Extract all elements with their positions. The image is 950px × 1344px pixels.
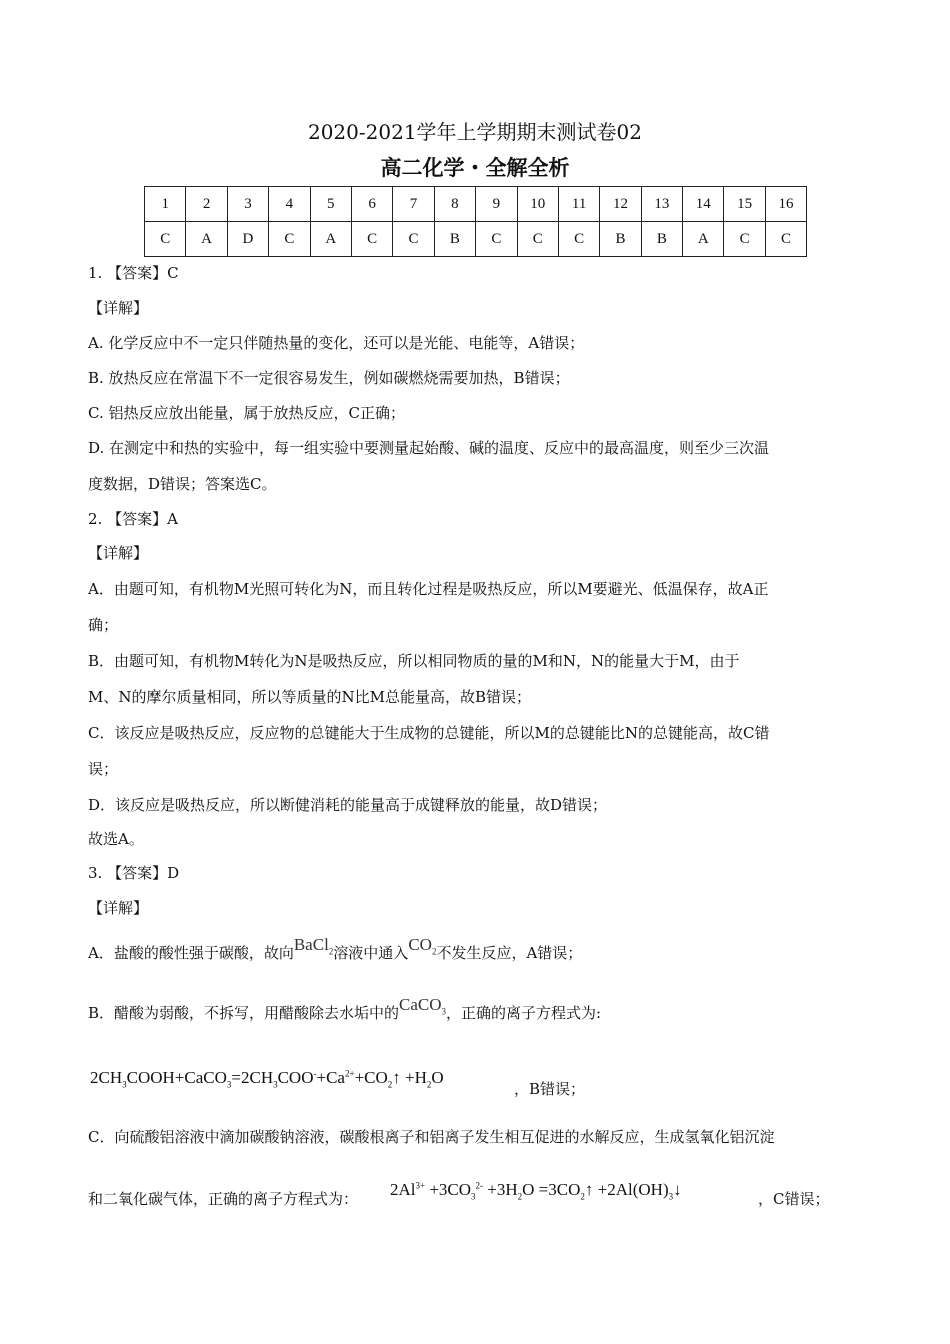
q1-option-c: C. 铝热反应放出能量，属于放热反应，C正确； [88,404,405,422]
q3-option-b [88,995,602,1028]
q3-detail-heading: 【详解】 [88,899,149,917]
q2-option-d: D．该反应是吸热反应，所以断健消耗的能量高于成键释放的能量，故D错误； [88,796,608,814]
table-cell: C [269,222,310,257]
q2-option-b-line2: M、N的摩尔质量相同，所以等质量的N比M总能量高，故B错误； [88,688,531,706]
q2-option-b-line1: B．由题可知，有机物M转化为N是吸热反应，所以相同物质的量的M和N，N的能量大于M，由于 [88,652,740,670]
table-cell: C [765,222,806,257]
table-cell: A [310,222,351,257]
q1-detail-heading: 【详解】 [88,299,149,317]
table-cell: 15 [724,187,765,222]
q2-conclusion: 故选A。 [88,830,144,848]
table-cell: 14 [683,187,724,222]
q2-option-a-line1: A．由题可知，有机物M光照可转化为N，而且转化过程是吸热反应，所以M要避光、低温保存，故A正 [88,580,769,598]
q3-option-c-text-end: ，C错误； [758,1190,830,1208]
table-cell: 6 [351,187,392,222]
table-cell: 4 [269,187,310,222]
table-cell: B [641,222,682,257]
caco3-formula: CaCO$_3$ [399,995,447,1017]
table-cell: 12 [600,187,641,222]
table-cell: 7 [393,187,434,222]
table-cell: 5 [310,187,351,222]
q1-option-a: A. 化学反应中不一定只伴随热量的变化，还可以是光能、电能等，A错误； [88,334,585,352]
document-subtitle: 高二化学・全解全析 [380,156,570,180]
q1-option-b: B. 放热反应在常温下不一定很容易发生，例如碳燃烧需要加热，B错误； [88,369,570,387]
table-cell: 10 [517,187,558,222]
q2-detail-heading: 【详解】 [88,544,149,562]
table-cell: 11 [558,187,599,222]
q1-option-d-line1: D. 在测定中和热的实验中，每一组实验中要测量起始酸、碱的温度、反应中的最高温度，则至少三次温 [88,439,770,457]
table-cell: A [683,222,724,257]
q3-option-c-line2: 和二氧化碳气体，正确的离子方程式为： [88,1190,359,1208]
document-title: 2020-2021学年上学期期末测试卷02 [307,120,642,144]
table-cell: C [393,222,434,257]
q3-option-c-equation: $2Al^{3+} +3CO_3^{2-} +3H_2O$ $=3CO_2↑$ $+2Al(OH)_3↓$ [390,1180,682,1202]
q2-option-c-line1: C．该反应是吸热反应，反应物的总键能大于生成物的总键能，所以M的总键能比N的总键能高，故C错 [88,724,770,742]
table-cell: 2 [186,187,227,222]
table-cell: D [227,222,268,257]
q3-option-a-text-1: A．盐酸的酸性强于碳酸，故向 [88,944,294,962]
q3-option-b-text-3: ，B错误； [514,1080,586,1098]
table-cell: A [186,222,227,257]
q1-answer: 1. 【答案】C [88,264,179,282]
table-cell: C [145,222,186,257]
answer-table [144,186,807,257]
q3-option-a-text-2: 溶液中通入 [333,944,409,962]
q3-option-b-equation: $2CH_3COOH+CaCO_3=2CH_3COO^-+Ca^{2+}+CO_2↑ +H_2O$ [90,1068,444,1090]
table-cell: 8 [434,187,475,222]
table-cell: 1 [145,187,186,222]
q3-option-b-text-2: ，正确的离子方程式为: [446,1004,602,1022]
q2-option-c-line2: 误； [88,760,119,778]
q1-option-d-line2: 度数据，D错误；答案选C。 [88,475,277,493]
q2-answer: 2. 【答案】A [88,510,178,528]
q3-option-b-text-1: B．醋酸为弱酸，不拆写，用醋酸除去水垢中的 [88,1004,400,1022]
table-cell: B [600,222,641,257]
table-cell: C [724,222,765,257]
table-cell: 9 [476,187,517,222]
table-cell: B [434,222,475,257]
q3-option-c-line1: C．向硫酸铝溶液中滴加碳酸钠溶液，碳酸根离子和铝离子发生相互促进的水解反应，生成氢氧化铝沉淀 [88,1128,775,1146]
q3-answer: 3. 【答案】D [88,864,180,882]
bacl2-formula: BaCl$_2$ [293,935,334,957]
table-cell: 3 [227,187,268,222]
table-cell: C [351,222,392,257]
table-cell: C [476,222,517,257]
answer-table-number-row [145,187,807,222]
q3-option-a-text-3: 不发生反应，A错误； [436,944,583,962]
table-cell: 13 [641,187,682,222]
q3-option-a [88,935,583,968]
table-cell: 16 [765,187,806,222]
co2-formula: $CO_2$ [408,935,437,957]
table-cell: C [558,222,599,257]
answer-table-answer-row [145,222,807,257]
table-cell: C [517,222,558,257]
q2-option-a-line2: 确； [88,616,119,634]
